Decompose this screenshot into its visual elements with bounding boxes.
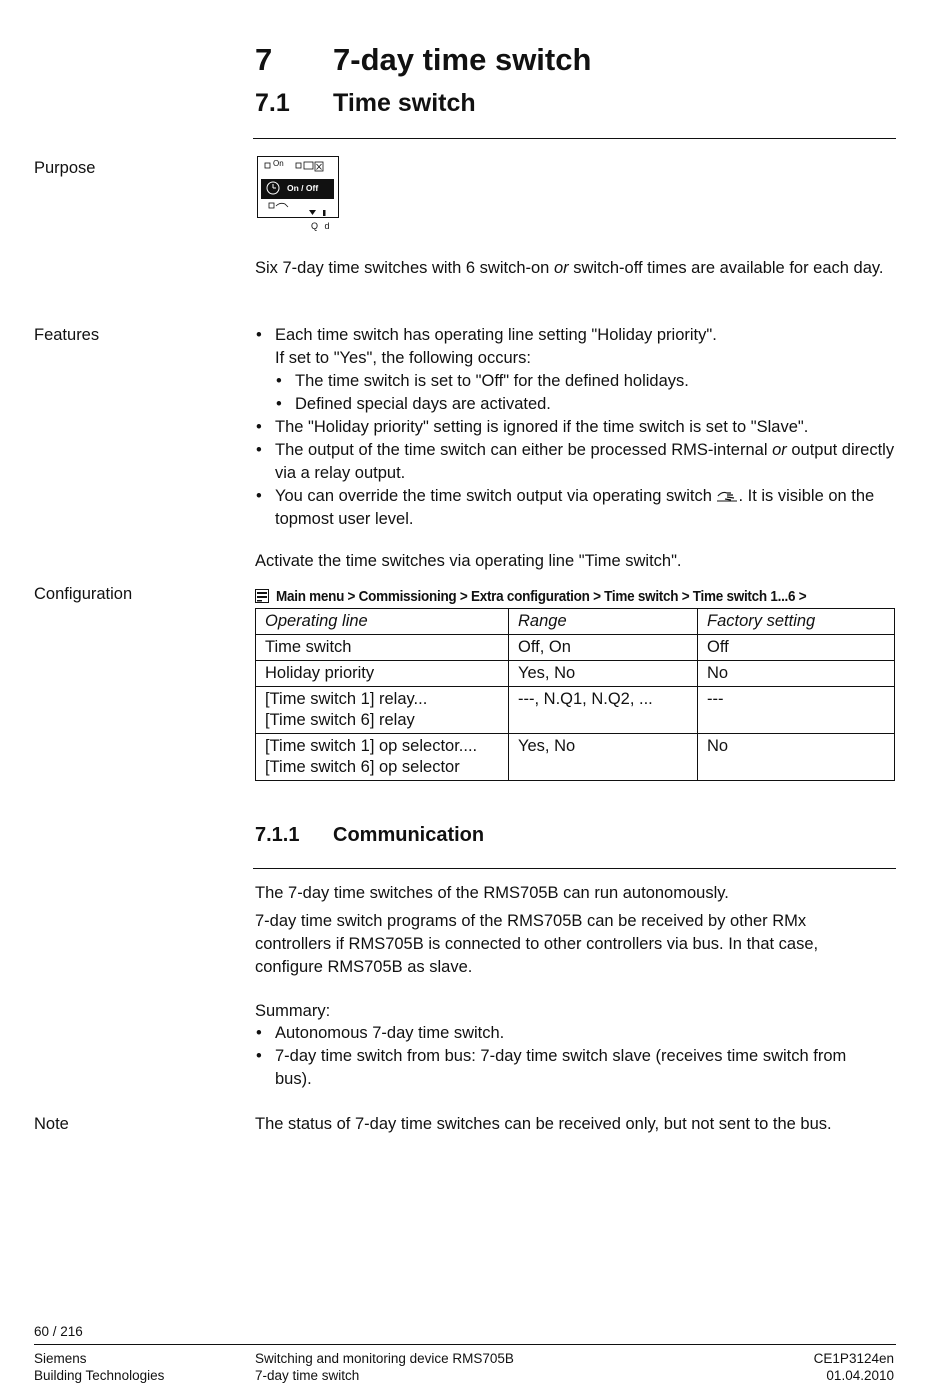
display-onoff-label: On / Off <box>287 183 319 193</box>
footer-doc-title: Switching and monitoring device RMS705B <box>255 1351 514 1366</box>
footer-company: Siemens <box>34 1351 87 1366</box>
subsection-rule <box>253 868 896 869</box>
feature-subitem-special: • Defined special days are activated. <box>255 393 895 416</box>
footer-rule <box>34 1344 896 1345</box>
table-cell-line1: [Time switch 1] op selector.... <box>265 737 478 755</box>
table-header: Range <box>509 609 698 635</box>
feature-item-override-part1: You can override the time switch output via operating switch <box>275 487 717 505</box>
table-cell <box>256 734 509 781</box>
table-cell: Holiday priority <box>256 661 509 687</box>
table-cell: Time switch <box>256 635 509 661</box>
note-text: The status of 7-day time switches can be received only, but not sent to the bus. <box>255 1115 832 1133</box>
section-number: 7.1 <box>255 89 290 117</box>
activate-text: Activate the time switches via operating line "Time switch". <box>255 552 682 570</box>
footer-division: Building Technologies <box>34 1368 165 1383</box>
feature-item-override <box>255 485 895 531</box>
table-cell-line2: [Time switch 6] relay <box>265 711 415 729</box>
feature-item-holiday-line1: Each time switch has operating line setting "Holiday priority". <box>275 326 717 344</box>
menu-path-text: Main menu > Commissioning > Extra configuration > Time switch > Time switch 1...6 > <box>276 588 807 605</box>
table-cell: Yes, No <box>509 734 698 781</box>
table-cell: --- <box>698 687 895 734</box>
section-rule <box>253 138 896 139</box>
feature-item-holiday-line2: If set to "Yes", the following occurs: <box>275 349 531 367</box>
table-cell: No <box>698 661 895 687</box>
subsection-title: Communication <box>333 824 485 846</box>
feature-item-output-part1: The output of the time switch can either be processed RMS-internal <box>275 441 773 459</box>
menu-path <box>255 585 865 603</box>
feature-item-output <box>255 439 895 485</box>
table-cell: Off <box>698 635 895 661</box>
feature-subitem-off: • The time switch is set to "Off" for the defined holidays. <box>255 370 895 393</box>
close-box-icon <box>315 162 323 171</box>
feature-item-output-part2: output directly via a relay output. <box>275 441 895 482</box>
table-cell: No <box>698 734 895 781</box>
purpose-text-part1: Six 7-day time switches with 6 switch-on <box>255 259 554 277</box>
config-table <box>255 608 895 781</box>
summary-item: • Autonomous 7-day time switch. <box>255 1022 885 1045</box>
feature-item-holiday <box>255 324 895 370</box>
table-cell-line2: [Time switch 6] op selector <box>265 758 460 776</box>
arrow-down-icon <box>309 210 316 215</box>
side-label-configuration: Configuration <box>34 585 133 603</box>
display-bottom-labels: Q d <box>311 221 332 231</box>
footer-doc-id: CE1P3124en <box>813 1351 894 1366</box>
chapter-number: 7 <box>255 42 273 77</box>
footer-date: 01.04.2010 <box>826 1368 894 1383</box>
summary-item: • 7-day time switch from bus: 7-day time switch slave (receives time switch from bus). <box>255 1045 885 1091</box>
display-on-label: On <box>273 159 284 168</box>
table-row <box>256 687 895 734</box>
table-header: Factory setting <box>698 609 895 635</box>
table-header-row <box>256 609 895 635</box>
table-header: Operating line <box>256 609 509 635</box>
communication-paragraph-2: 7-day time switch programs of the RMS705B can be received by other RMx controllers if RMS705B is connected to other controllers via bus. In that case, configure RMS705B as slave. <box>255 912 819 976</box>
feature-item-output-emphasis: or <box>772 441 787 459</box>
table-cell-line1: [Time switch 1] relay... <box>265 690 428 708</box>
feature-item-slave: • The "Holiday priority" setting is ignored if the time switch is set to "Slave". <box>255 416 895 439</box>
table-cell <box>256 687 509 734</box>
feature-item-override-part2: . It is visible on the topmost user level. <box>275 487 875 528</box>
footer-chapter: 7-day time switch <box>255 1368 360 1383</box>
table-cell: Yes, No <box>509 661 698 687</box>
calendar-icon <box>296 162 313 169</box>
side-label-features: Features <box>34 326 100 344</box>
purpose-text <box>255 257 895 280</box>
side-label-purpose: Purpose <box>34 159 96 177</box>
table-cell: Off, On <box>509 635 698 661</box>
communication-paragraph-1: The 7-day time switches of the RMS705B can run autonomously. <box>255 884 729 902</box>
checkbox-icon <box>265 163 270 168</box>
section-title: Time switch <box>333 89 476 117</box>
chapter-title: 7-day time switch <box>333 42 592 77</box>
page-number: 60 / 216 <box>34 1324 83 1339</box>
table-row <box>256 635 895 661</box>
subsection-number: 7.1.1 <box>255 824 300 846</box>
table-cell: ---, N.Q1, N.Q2, ... <box>509 687 698 734</box>
purpose-text-emphasis: or <box>553 259 569 277</box>
table-row <box>256 734 895 781</box>
menu-icon <box>255 587 269 601</box>
side-label-note: Note <box>34 1115 69 1133</box>
summary-list <box>255 1022 885 1091</box>
hand-switch-icon <box>269 203 288 208</box>
device-display <box>257 156 339 218</box>
features-list <box>255 324 895 531</box>
hand-switch-icon <box>716 486 738 500</box>
table-row <box>256 661 895 687</box>
summary-label: Summary: <box>255 1002 331 1020</box>
purpose-text-part2: switch-off times are available for each day. <box>568 259 884 277</box>
